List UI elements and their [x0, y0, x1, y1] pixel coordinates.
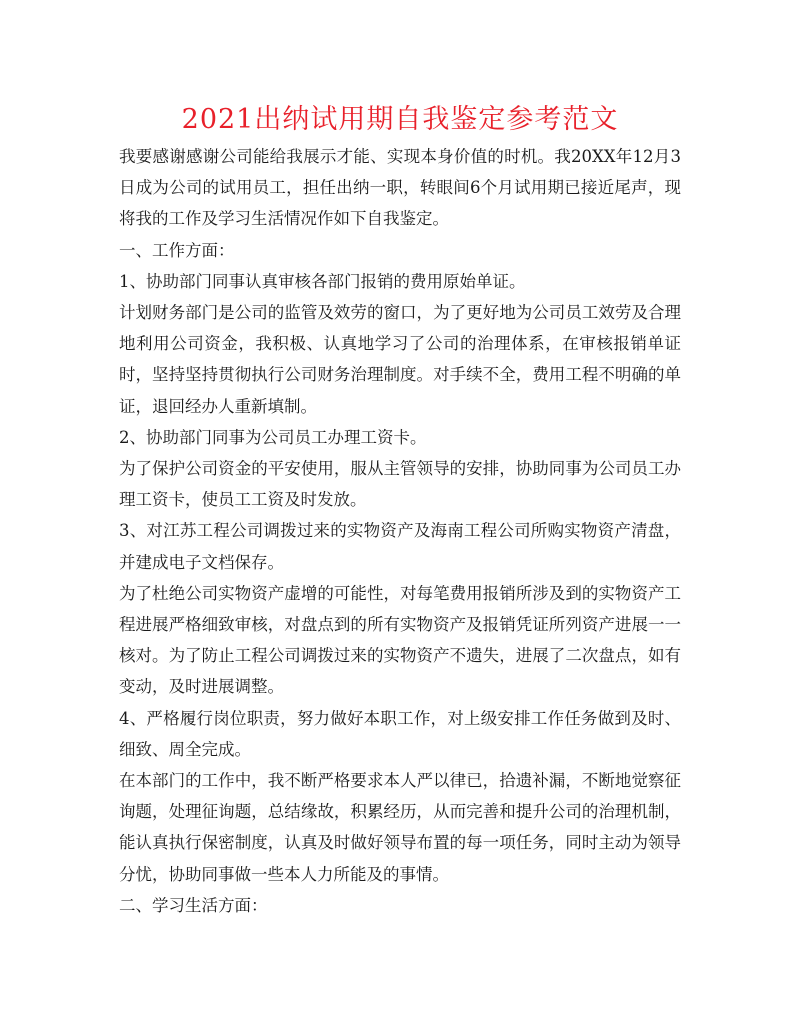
document-body — [119, 141, 681, 921]
item-heading-3: 3、对江苏工程公司调拨过来的实物资产及海南工程公司所购实物资产清盘，并建成电子文档保存。 — [119, 521, 681, 572]
section-heading-work: 一、工作方面： — [119, 240, 235, 260]
item-body-4: 在本部门的工作中，我不断严格要求本人严以律已，拾遗补漏，不断地觉察征询题，处理征询题，总结缘故，积累经历，从而完善和提升公司的治理机制，能认真执行保密制度，认真及时做好领导布置的每一项任务，同时主动为领导分忧，协助同事做一些本人力所能及的事情。 — [119, 771, 681, 884]
section-heading-study: 二、学习生活方面： — [119, 895, 268, 915]
item-heading-4: 4、严格履行岗位职责，努力做好本职工作，对上级安排工作任务做到及时、细致、周全完成。 — [119, 708, 681, 759]
item-body-1: 计划财务部门是公司的监管及效劳的窗口，为了更好地为公司员工效劳及合理地利用公司资金，我积极、认真地学习了公司的治理体系，在审核报销单证时，坚持坚持贯彻执行公司财务治理制度。对手续不全，费用工程不明确的单证，退回经办人重新填制。 — [119, 303, 681, 416]
document-title: 2021出纳试用期自我鉴定参考范文 — [181, 104, 619, 135]
item-body-3: 为了杜绝公司实物资产虚增的可能性，对每笔费用报销所涉及到的实物资产工程进展严格细致审核，对盘点到的所有实物资产及报销凭证所列资产进展一一核对。为了防止工程公司调拨过来的实物资产不遗失，进展了二次盘点，如有变动，及时进展调整。 — [119, 583, 681, 697]
item-heading-2: 2、协助部门同事为公司员工办理工资卡。 — [119, 427, 427, 447]
intro-paragraph: 我要感谢感谢公司能给我展示才能、实现本身价值的时机。我20XX年12月3日成为公司的试用员工，担任出纳一职，转眼间6个月试用期已接近尾声，现将我的工作及学习生活情况作如下自我鉴定。 — [119, 147, 681, 229]
item-body-2: 为了保护公司资金的平安使用，服从主管领导的安排，协助同事为公司员工办理工资卡，使员工工资及时发放。 — [119, 459, 681, 510]
item-heading-1: 1、协助部门同事认真审核各部门报销的费用原始单证。 — [119, 271, 526, 291]
